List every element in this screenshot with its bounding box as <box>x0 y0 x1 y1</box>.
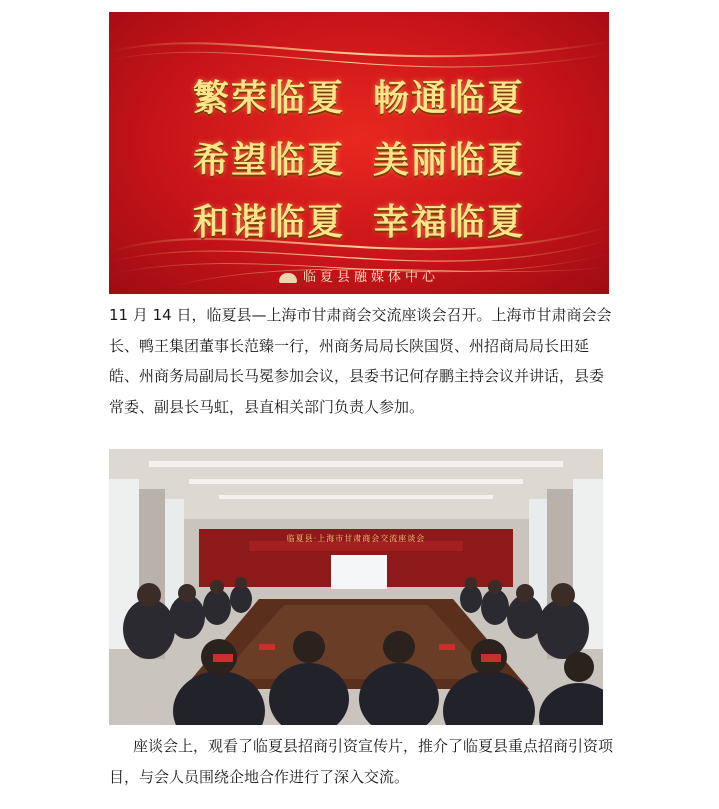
slogan: 美丽临夏 <box>373 140 526 181</box>
slogan-row-1 <box>109 70 609 132</box>
header-banner <box>109 12 609 294</box>
slogan: 幸福临夏 <box>373 202 526 243</box>
slogan: 和谐临夏 <box>192 202 345 243</box>
article-paragraph-2: 座谈会上，观看了临夏县招商引资宣传片，推介了临夏县重点招商引资项目，与会人员围绕企地合作进行了深入交流。 <box>109 737 614 786</box>
meeting-room-illustration <box>109 449 603 725</box>
slogan: 希望临夏 <box>192 140 345 181</box>
slogan-block <box>109 70 609 256</box>
slogan-row-3 <box>109 194 609 256</box>
slogan: 畅通临夏 <box>373 78 526 119</box>
slogan: 繁荣临夏 <box>192 78 345 119</box>
meeting-photo <box>109 449 603 725</box>
slogan-row-2 <box>109 132 609 194</box>
logo-text: 临夏县融媒体中心 <box>302 270 439 285</box>
logo-icon <box>279 273 297 283</box>
article-paragraph-1: 11 月 14 日，临夏县—上海市甘肃商会交流座谈会召开。上海市甘肃商会会长、鸭王集团董事长范臻一行，州商务局局长陕国贤、州招商局局长田延皓、州商务局副局长马冕参加会议，县委书记何存鹏主持会议并讲话，县委常委、副县长马虹，县直相关部门负责人参加。 <box>109 306 612 416</box>
meeting-banner-text: 临夏县·上海市甘肃商会交流座谈会 <box>286 534 426 543</box>
media-center-logo <box>109 266 609 285</box>
